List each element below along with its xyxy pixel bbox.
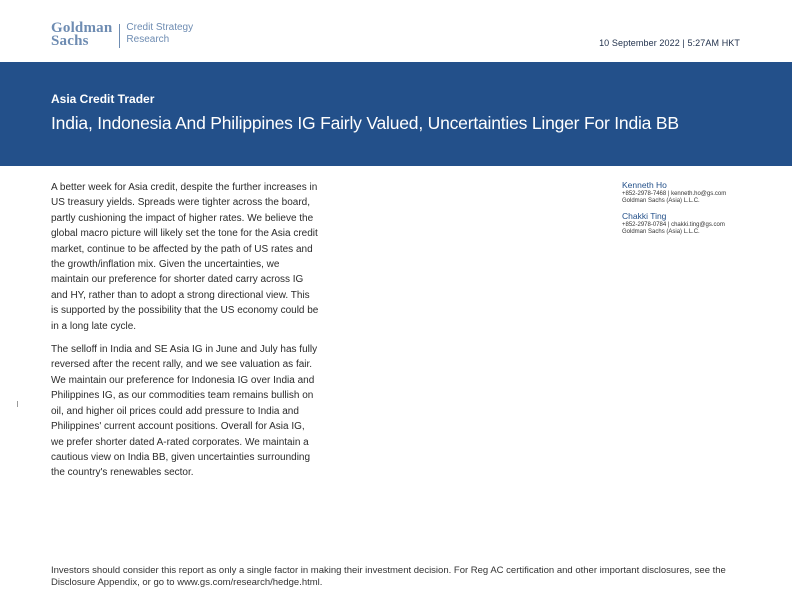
author-card <box>622 180 772 205</box>
body-paragraph-2: The selloff in India and SE Asia IG in June and July has fully reversed after the recent rally, and we see valuation as fair. We maintain our preference for Indonesia IG over India and Philippines IG, as our commodities team remains bullish on oil, and higher oil prices could add pressure to India and Philippines' current account positions. Overall for Asia IG, we prefer shorter dated A-rated corporates. We maintain a cautious view on India BB, given uncertainties surrounding the country's renewables sector. <box>51 344 318 479</box>
report-header <box>0 0 792 62</box>
body-paragraph-1: A better week for Asia credit, despite the further increases in US treasury yields. Spreads were tighter across the board, partly cushioning the impact of higher rates. We believe the global macro picture will likely set the tone for the Asia credit market, continue to be affected by the path of US rates and the growth/inflation mix. Given the uncertainties, we maintain our preference for shorter dated carry across IG and HY, rather than to adopt a strong directional view. This is supported by the possibility that the US economy could be in a long late cycle. <box>51 182 319 332</box>
disclosure-footer: Investors should consider this report as only a single factor in making their investment decision. For Reg AC certification and other important disclosures, see the Disclosure Appendix, or go to www.gs.com/research/hedge.html. <box>51 565 726 588</box>
logo-wordmark <box>51 22 112 48</box>
logo-line-2: Sachs <box>51 33 89 49</box>
logo-divider <box>119 24 120 48</box>
author-card <box>622 211 772 236</box>
author-entity: Goldman Sachs (Asia) L.L.C. <box>622 198 700 204</box>
report-body <box>51 180 319 489</box>
unit-line-1: Credit Strategy <box>126 22 194 33</box>
logo-line-1: Goldman <box>51 20 113 36</box>
margin-mark <box>17 401 18 407</box>
report-headline: India, Indonesia And Philippines IG Fairly Valued, Uncertainties Linger For India BB <box>51 113 679 133</box>
author-name: Chakki Ting <box>622 211 667 221</box>
author-contact[interactable]: +852-2978-7468 | kenneth.ho@gs.com <box>622 191 727 197</box>
unit-line-2: Research <box>126 33 170 45</box>
research-unit <box>126 22 193 45</box>
author-list <box>622 180 772 242</box>
report-dateline: 10 September 2022 | 5:27AM HKT <box>599 38 740 48</box>
series-name: Asia Credit Trader <box>51 92 155 106</box>
goldman-sachs-logo <box>51 22 193 48</box>
author-entity: Goldman Sachs (Asia) L.L.C. <box>622 229 700 235</box>
author-contact[interactable]: +852-2978-0784 | chakki.ting@gs.com <box>622 222 725 228</box>
author-name: Kenneth Ho <box>622 180 667 190</box>
